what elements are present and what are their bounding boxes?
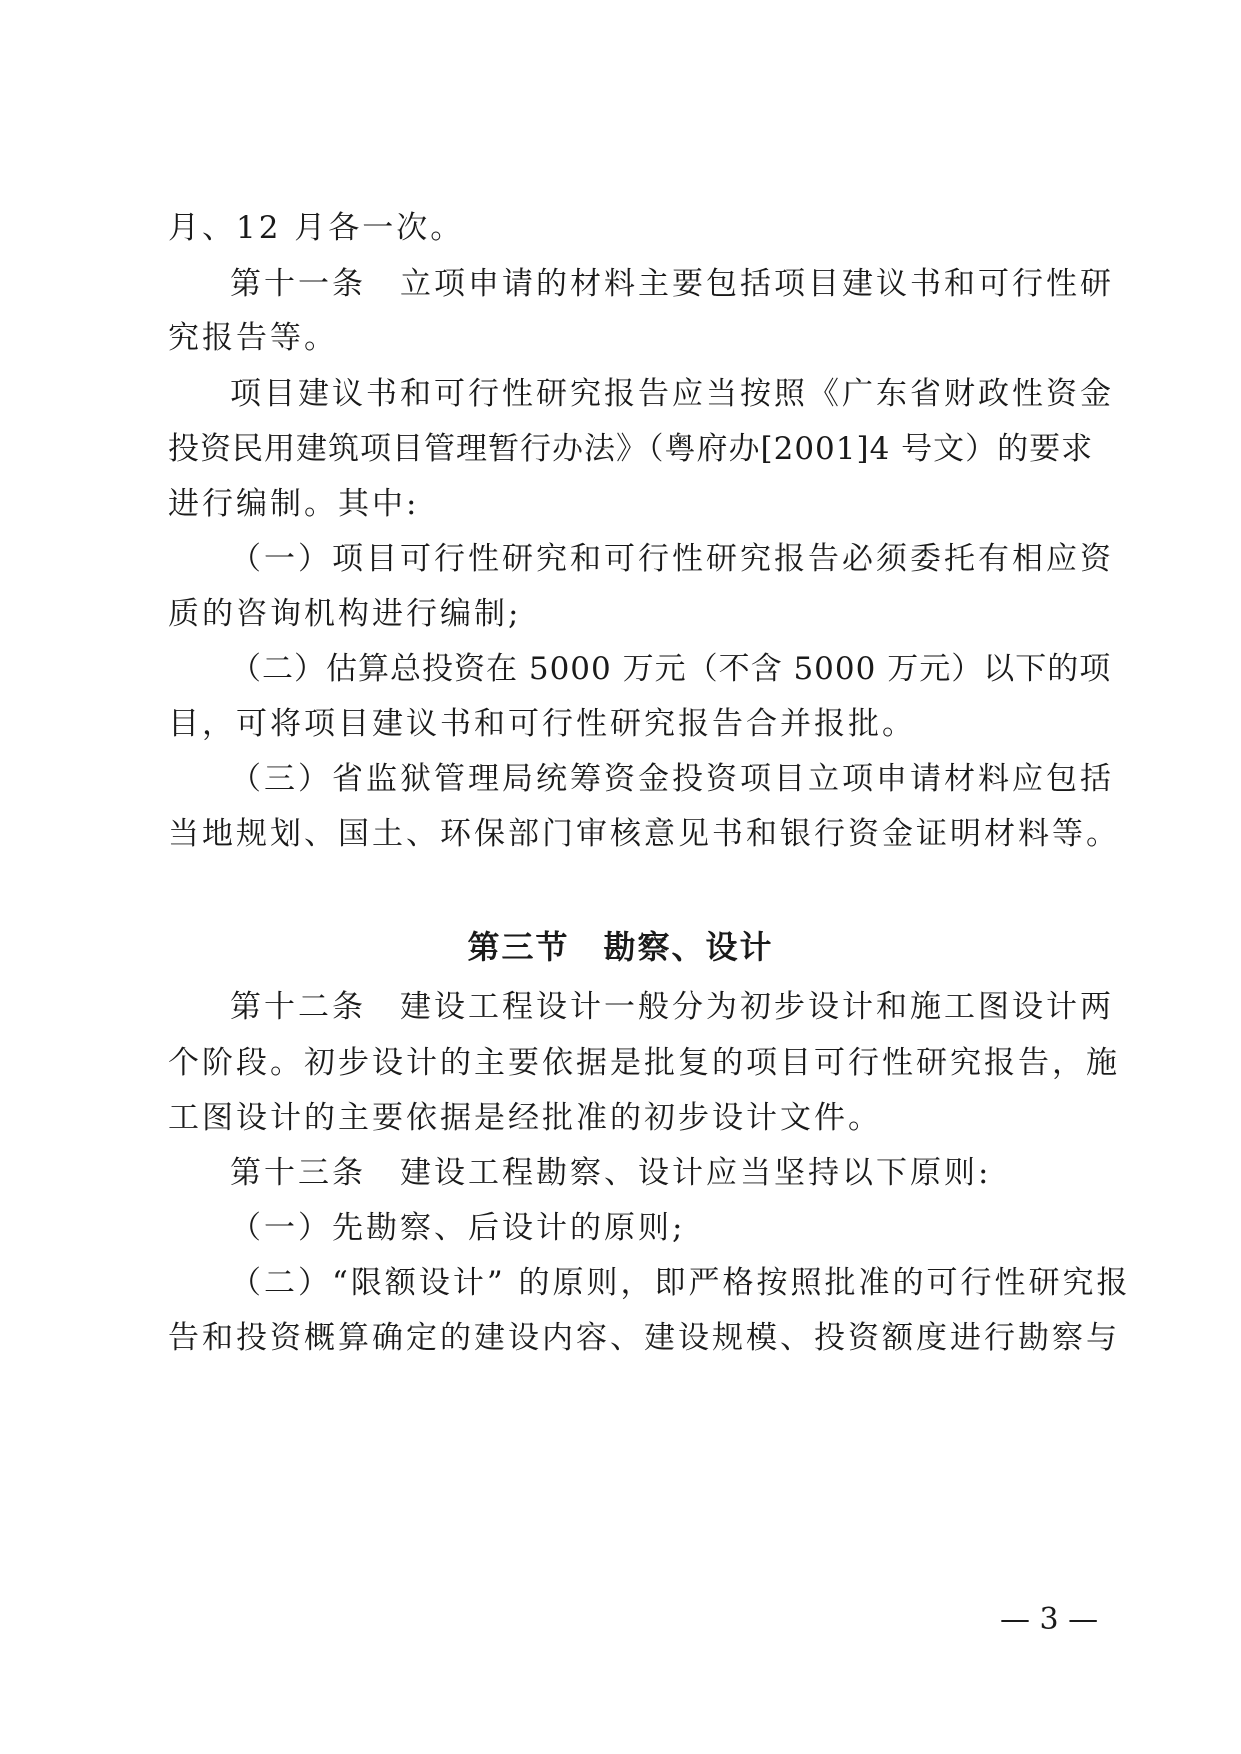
paragraph-line: 进行编制。其中:: [168, 486, 420, 522]
article-13-line-1: 第十三条 建设工程勘察、设计应当坚持以下原则:: [230, 1155, 992, 1191]
paragraph-line: 投资民用建筑项目管理暂行办法》（粤府办[2001]4 号文）的要求: [168, 431, 1094, 467]
list-item-2-line-2: 目，可将项目建议书和可行性研究报告合并报批。: [168, 706, 916, 742]
list-item-1-line-2: 质的咨询机构进行编制;: [168, 596, 522, 632]
article-11-line-1: 第十一条 立项申请的材料主要包括项目建议书和可行性研: [230, 266, 1114, 302]
list-item-3-line-1: （三）省监狱管理局统筹资金投资项目立项申请材料应包括: [230, 761, 1114, 797]
article-12-line-1: 第十二条 建设工程设计一般分为初步设计和施工图设计两: [230, 989, 1114, 1025]
list-item-2-line-1: （二）估算总投资在 5000 万元（不含 5000 万元）以下的项: [230, 651, 1112, 687]
text-line: 究报告等。: [168, 320, 338, 356]
page-number: — 3 —: [1000, 1602, 1099, 1637]
principle-1: （一）先勘察、后设计的原则;: [230, 1210, 686, 1246]
text-line: 月、12 月各一次。: [168, 210, 465, 246]
principle-2-line-2: 告和投资概算确定的建设内容、建设规模、投资额度进行勘察与: [168, 1320, 1120, 1356]
list-item-1-line-1: （一）项目可行性研究和可行性研究报告必须委托有相应资: [230, 541, 1114, 577]
list-item-3-line-2: 当地规划、国土、环保部门审核意见书和银行资金证明材料等。: [168, 816, 1120, 852]
principle-2-line-1: （二）“限额设计” 的原则，即严格按照批准的可行性研究报: [230, 1265, 1131, 1301]
article-12-line-3: 工图设计的主要依据是经批准的初步设计文件。: [168, 1100, 882, 1136]
section-heading: 第三节 勘察、设计: [467, 928, 774, 966]
article-12-line-2: 个阶段。初步设计的主要依据是批复的项目可行性研究报告，施: [168, 1045, 1120, 1081]
paragraph-line: 项目建议书和可行性研究报告应当按照《广东省财政性资金: [230, 376, 1114, 412]
